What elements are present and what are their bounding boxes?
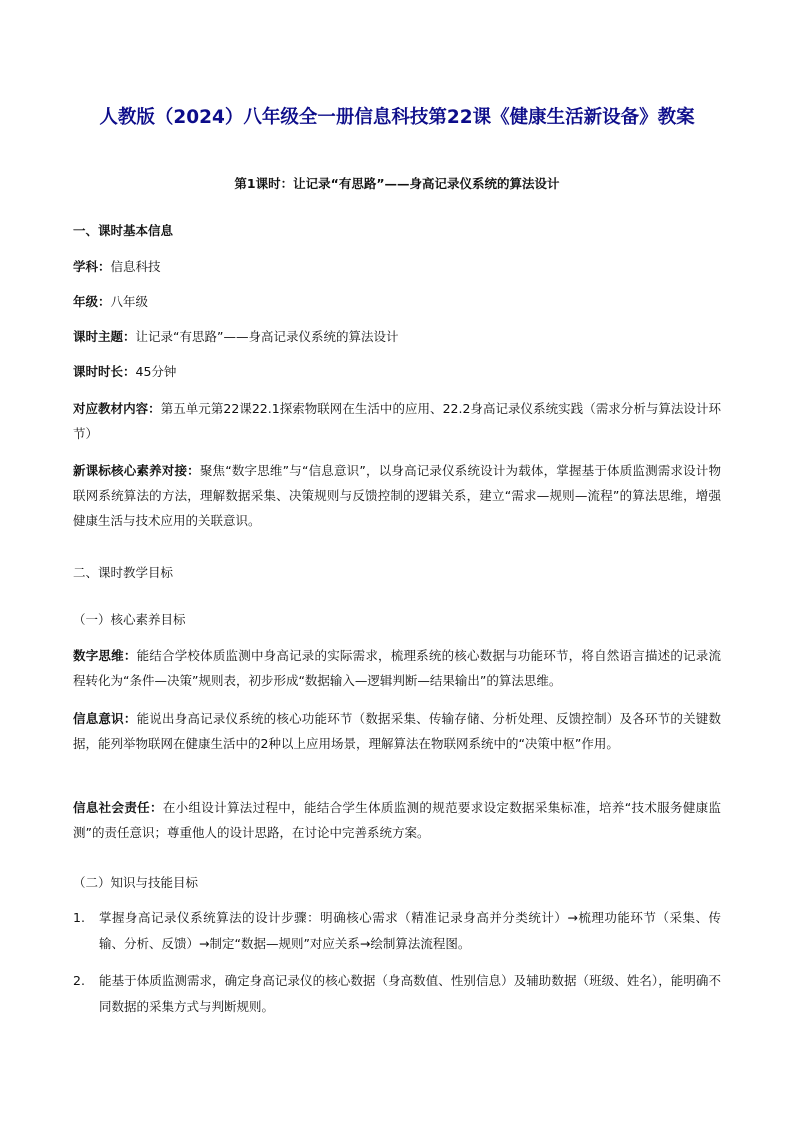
grade-label: 年级： — [73, 294, 111, 309]
list-number: 1. — [73, 910, 85, 925]
goal2-label: 信息意识： — [73, 711, 137, 726]
duration-line — [73, 362, 176, 382]
section1-heading: 一、课时基本信息 — [73, 223, 174, 238]
topic-line — [73, 327, 398, 347]
section2-heading: 二、课时教学目标 — [73, 565, 174, 580]
content-value: 第五单元第22课22.1探索物联网在生活中的应用、22.2身高记录仪系统实践（需求分析与算法设计环节） — [73, 401, 721, 441]
duration-value: 45分钟 — [135, 364, 177, 379]
goal-digital-thinking — [73, 643, 721, 693]
document-title: 人教版（2024）八年级全一册信息科技第22课《健康生活新设备》教案 — [99, 107, 695, 128]
duration-label: 课时时长： — [73, 364, 136, 379]
goal-info-awareness — [73, 706, 721, 756]
content-paragraph — [73, 396, 721, 446]
lesson-title: 第1课时：让记录“有思路”——身高记录仪系统的算法设计 — [234, 176, 560, 191]
goal2-text: 能说出身高记录仪系统的核心功能环节（数据采集、传输存储、分析处理、反馈控制）及各环节的关键数据，能列举物联网在健康生活中的2种以上应用场景，理解算法在物联网系统中的“决策中枢”作用。 — [73, 711, 721, 751]
goal3-text: 在小组设计算法过程中，能结合学生体质监测的规范要求设定数据采集标准，培养“技术服务健康监测”的责任意识；尊重他人的设计思路，在讨论中完善系统方案。 — [73, 800, 721, 840]
topic-label: 课时主题： — [73, 329, 136, 344]
subject-line — [73, 257, 161, 277]
goal-social-responsibility — [73, 795, 721, 845]
standard-value: 聚焦“数字思维”与“信息意识”，以身高记录仪系统设计为载体，掌握基于体质监测需求设计物联网系统算法的方法，理解数据采集、决策规则与反馈控制的逻辑关系，建立“需求—规则—流程”的算法思维，增强健康生活与技术应用的关联意识。 — [73, 463, 721, 528]
list-text: 能基于体质监测需求，确定身高记录仪的核心数据（身高数值、性别信息）及辅助数据（班级、姓名），能明确不同数据的采集方式与判断规则。 — [99, 973, 721, 1014]
goal3-label: 信息社会责任： — [73, 800, 163, 815]
list-item — [73, 968, 721, 1020]
goal1-text: 能结合学校体质监测中身高记录的实际需求，梳理系统的核心数据与功能环节，将自然语言描述的记录流程转化为“条件—决策”规则表，初步形成“数据输入—逻辑判断—结果输出”的算法思维。 — [73, 648, 721, 688]
subject-label: 学科： — [73, 259, 111, 274]
grade-value: 八年级 — [110, 294, 149, 309]
list-number: 2. — [73, 973, 85, 988]
goal1-label: 数字思维： — [73, 648, 137, 663]
list-text: 掌握身高记录仪系统算法的设计步骤：明确核心需求（精准记录身高并分类统计）→梳理功能环节（采集、传输、分析、反馈）→制定“数据—规则”对应关系→绘制算法流程图。 — [99, 910, 721, 951]
standard-label: 新课标核心素养对接： — [73, 463, 200, 478]
content-label: 对应教材内容： — [73, 401, 161, 416]
subject-value: 信息科技 — [110, 259, 161, 274]
subsection1-heading: （一）核心素养目标 — [73, 612, 186, 627]
list-item — [73, 905, 721, 957]
standard-paragraph — [73, 458, 721, 533]
subsection2-heading: （二）知识与技能目标 — [73, 875, 199, 890]
topic-value: 让记录“有思路”——身高记录仪系统的算法设计 — [135, 329, 399, 344]
grade-line — [73, 292, 148, 312]
